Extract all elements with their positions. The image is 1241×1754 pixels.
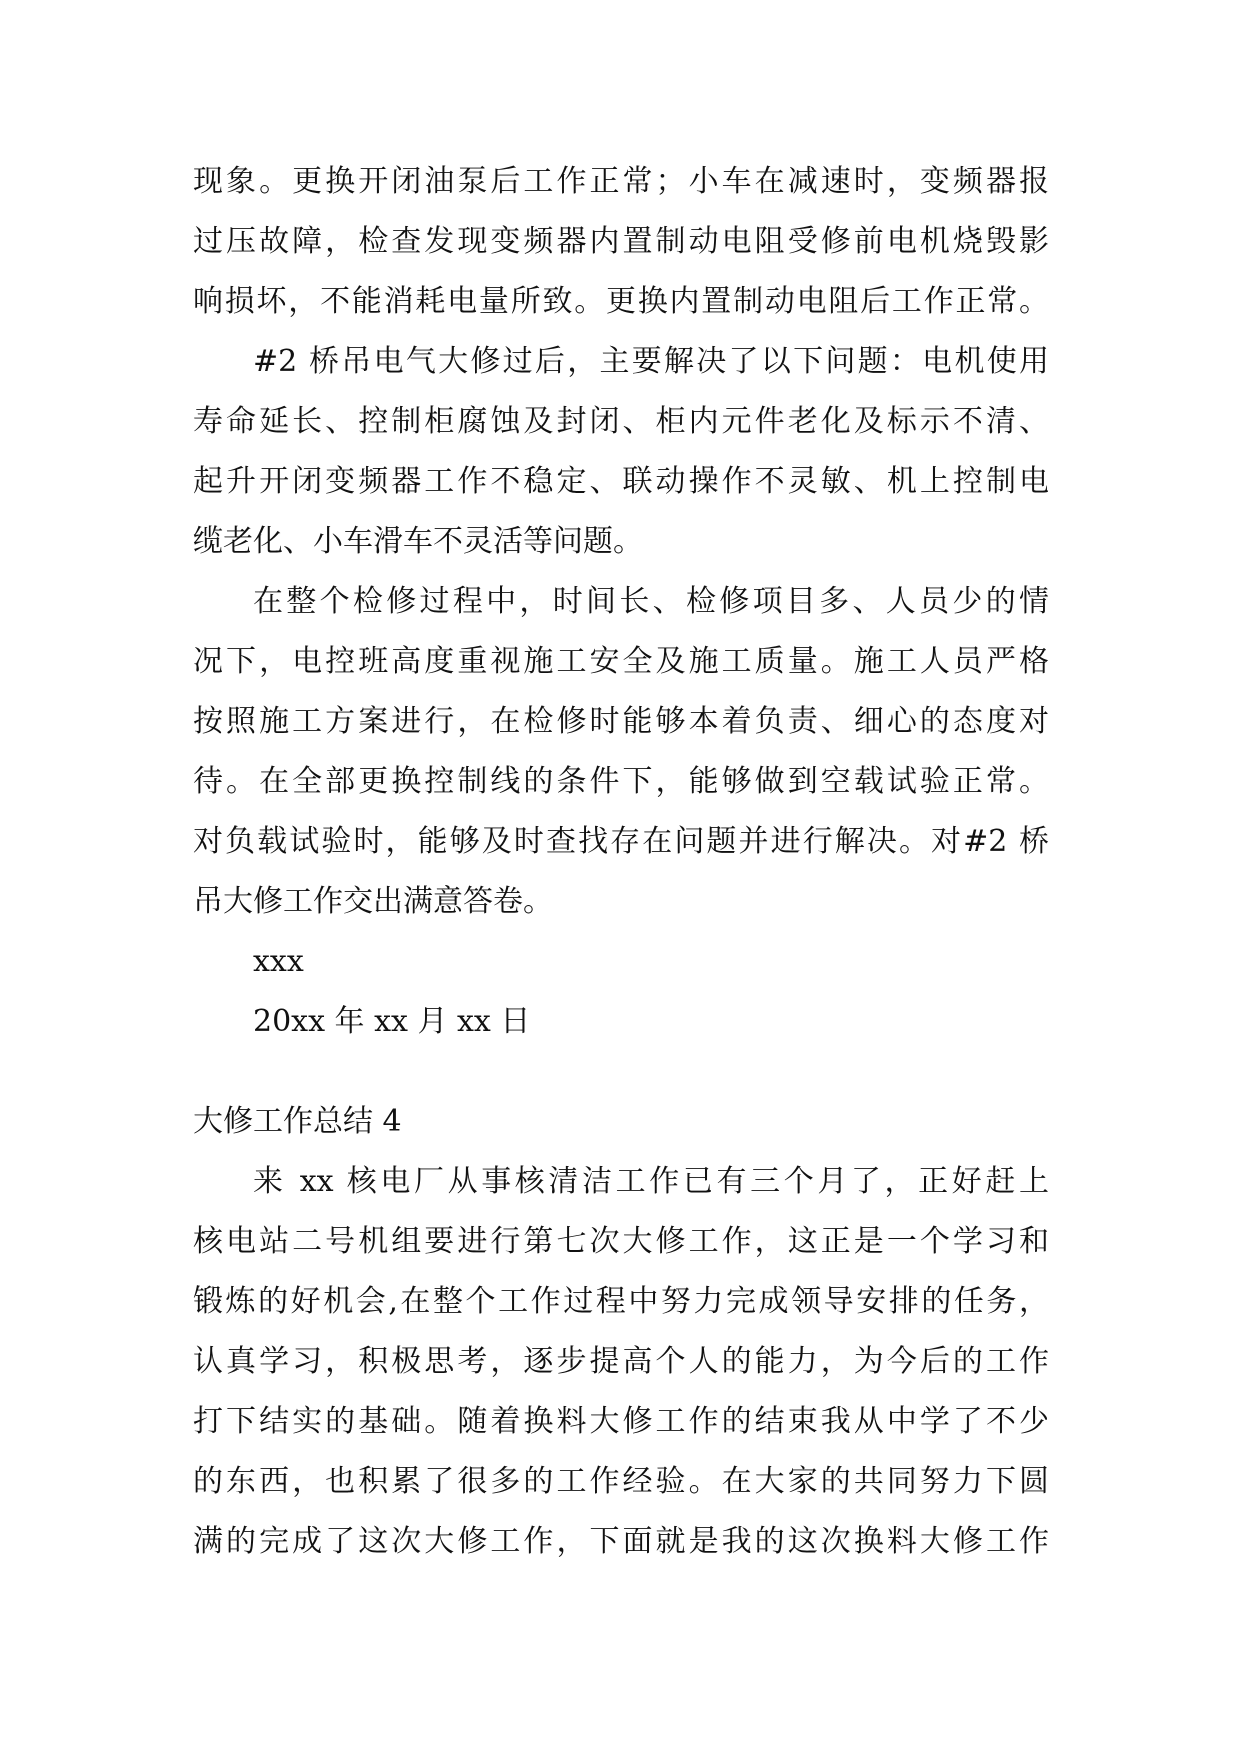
paragraph-3-line-4: 待。在全部更换控制线的条件下，能够做到空载试验正常。: [193, 764, 1049, 799]
paragraph-2-line-2: 寿命延长、控制柜腐蚀及封闭、柜内元件老化及标示不清、: [193, 404, 1049, 439]
paragraph-2-line-4: 缆老化、小车滑车不灵活等问题。: [193, 524, 643, 559]
paragraph-4-line-1: 来 xx 核电厂从事核清洁工作已有三个月了，正好赶上: [253, 1164, 1049, 1199]
paragraph-4-line-4: 认真学习，积极思考，逐步提高个人的能力，为今后的工作: [193, 1344, 1049, 1379]
paragraph-4-line-6: 的东西，也积累了很多的工作经验。在大家的共同努力下圆: [193, 1464, 1049, 1499]
paragraph-2-line-3: 起升开闭变频器工作不稳定、联动操作不灵敏、机上控制电: [193, 464, 1049, 499]
paragraph-3-line-1: 在整个检修过程中，时间长、检修项目多、人员少的情: [253, 584, 1049, 619]
paragraph-3-line-2: 况下，电控班高度重视施工安全及施工质量。施工人员严格: [193, 644, 1049, 679]
paragraph-2-line-1: #2 桥吊电气大修过后，主要解决了以下问题：电机使用: [253, 344, 1049, 379]
paragraph-1-line-1: 现象。更换开闭油泵后工作正常；小车在减速时，变频器报: [193, 164, 1049, 199]
paragraph-4-line-7: 满的完成了这次大修工作，下面就是我的这次换料大修工作: [193, 1524, 1049, 1559]
paragraph-1-line-2: 过压故障，检查发现变频器内置制动电阻受修前电机烧毁影: [193, 224, 1049, 259]
signature-name: xxx: [253, 944, 304, 979]
paragraph-4-line-2: 核电站二号机组要进行第七次大修工作，这正是一个学习和: [193, 1224, 1049, 1259]
paragraph-3-line-3: 按照施工方案进行，在检修时能够本着负责、细心的态度对: [193, 704, 1049, 739]
paragraph-1-line-3: 响损坏，不能消耗电量所致。更换内置制动电阻后工作正常。: [193, 284, 1049, 319]
section-title: 大修工作总结 4: [193, 1104, 402, 1139]
signature-date: 20xx 年 xx 月 xx 日: [253, 1004, 531, 1039]
paragraph-4-line-5: 打下结实的基础。随着换料大修工作的结束我从中学了不少: [193, 1404, 1049, 1439]
paragraph-4-line-3: 锻炼的好机会,在整个工作过程中努力完成领导安排的任务，: [193, 1284, 1049, 1319]
paragraph-3-line-6: 吊大修工作交出满意答卷。: [193, 884, 553, 919]
paragraph-3-line-5: 对负载试验时，能够及时查找存在问题并进行解决。对#2 桥: [193, 824, 1049, 859]
